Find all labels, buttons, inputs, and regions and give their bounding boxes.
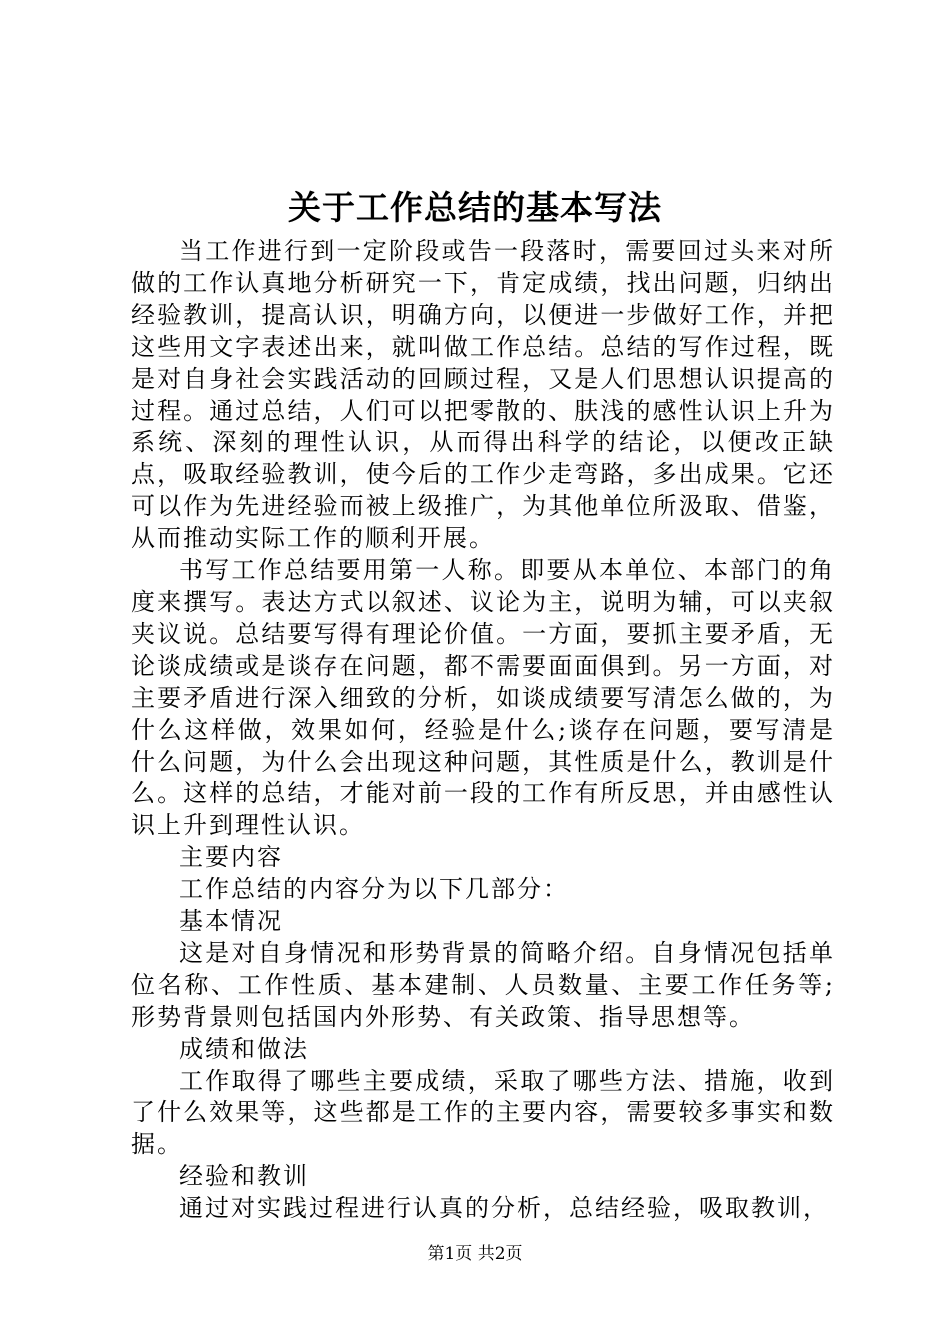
paragraph-writing-style: 书写工作总结要用第一人称。即要从本单位、本部门的角度来撰写。表达方式以叙述、议论为主，说明为辅，可以夹叙夹议说。总结要写得有理论价值。一方面，要抓主要矛盾，无论谈成绩或是谈存在问题，都不需要面面俱到。另一方面，对主要矛盾进行深入细致的分析，如谈成绩要写清怎么做的，为什么这样做，效果如何，经验是什么;谈存在问题，要写清是什么问题，为什么会出现这种问题，其性质是什么，教训是什么。这样的总结，才能对前一段的工作有所反思，并由感性认识上升到理性认识。 (131, 556, 835, 840)
heading-main-content: 主要内容 (179, 843, 283, 872)
heading-lessons: 经验和教训 (179, 1162, 309, 1191)
heading-achievements: 成绩和做法 (179, 1034, 309, 1063)
heading-basic-situation: 基本情况 (179, 907, 283, 936)
paragraph-intro: 当工作进行到一定阶段或告一段落时，需要回过头来对所做的工作认真地分析研究一下，肯定成绩，找出问题，归纳出经验教训，提高认识，明确方向，以便进一步做好工作，并把这些用文字表述出来，就叫做工作总结。总结的写作过程，既是对自身社会实践活动的回顾过程，又是人们思想认识提高的过程。通过总结，人们可以把零散的、肤浅的感性认识上升为系统、深刻的理性认识，从而得出科学的结论，以便改正缺点，吸取经验教训，使今后的工作少走弯路，多出成果。它还可以作为先进经验而被上级推广，为其他单位所汲取、借鉴，从而推动实际工作的顺利开展。 (131, 237, 835, 553)
page-number: 第1页 共2页 (427, 1244, 523, 1264)
document-body (131, 236, 835, 1225)
paragraph-lessons: 通过对实践过程进行认真的分析，总结经验，吸取教训， (179, 1194, 829, 1223)
document-title: 关于工作总结的基本写法 (288, 188, 662, 227)
paragraph-achievements: 工作取得了哪些主要成绩，采取了哪些方法、措施，收到了什么效果等，这些都是工作的主要内容，需要较多事实和数据。 (131, 1066, 835, 1159)
paragraph-content-parts: 工作总结的内容分为以下几部分： (179, 875, 569, 904)
paragraph-basic-situation: 这是对自身情况和形势背景的简略介绍。自身情况包括单位名称、工作性质、基本建制、人员数量、主要工作任务等;形势背景则包括国内外形势、有关政策、指导思想等。 (131, 938, 835, 1031)
